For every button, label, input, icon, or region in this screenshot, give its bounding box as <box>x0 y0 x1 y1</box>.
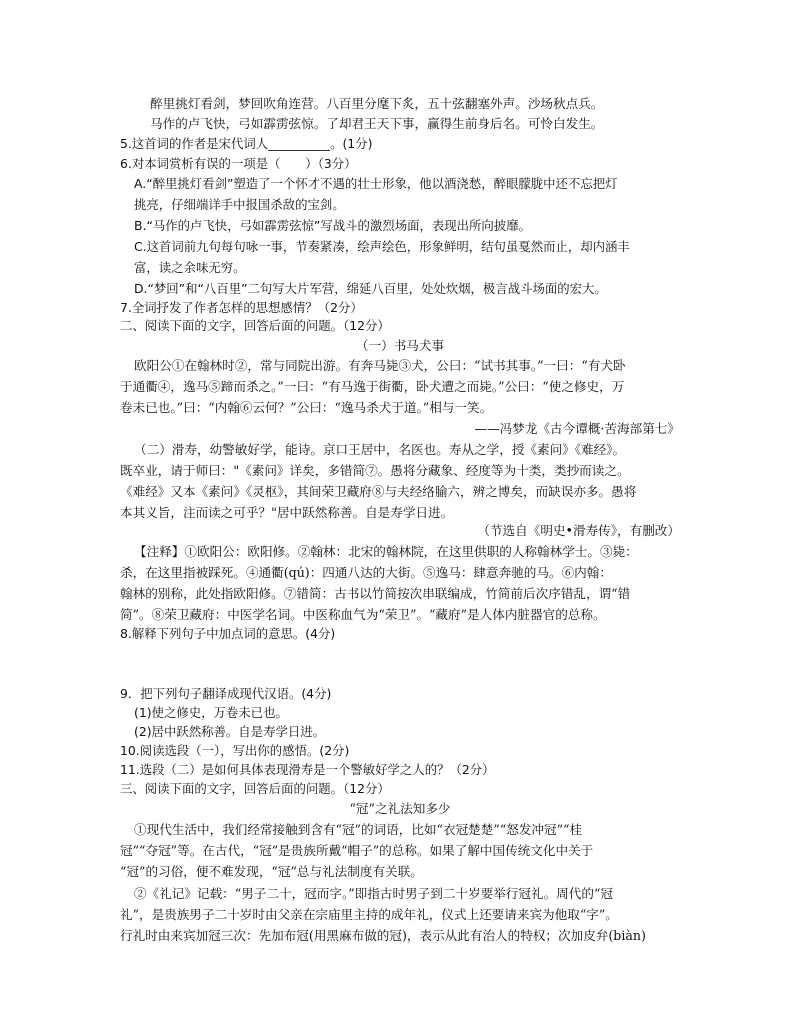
passage-3-para-1-line-1: ①现代生活中，我们经常接触到含有“冠”的词语，比如“衣冠楚楚”“怒发冲冠”“桂 <box>134 822 583 837</box>
annotation-line-3: 翰林的别称，此处指欧阳修。⑦错简：古书以竹简按次串联编成，竹简前后次序错乱，谓“错 <box>120 586 631 601</box>
section-2-heading: 二、阅读下面的文字，回答后面的问题。（12分） <box>120 318 390 333</box>
question-6-option-a: A.“醉里挑灯看剑”塑造了一个怀才不遇的壮士形象，他以酒浇愁，醉眼朦胧中还不忘把灯 <box>134 176 618 191</box>
question-6-option-a-cont: 挑亮，仔细端详手中报国杀敌的宝剑。 <box>134 197 345 212</box>
passage-3-para-1-line-3: “冠”的习俗，便不难发现，“冠”总与礼法制度有关联。 <box>120 864 423 879</box>
passage-1-line-3: 卷未已也。”曰：“内翰⑥云何？”公曰：“逸马杀犬于道。”相与一笑。 <box>120 400 493 415</box>
question-6-option-d: D.“梦回”和“八百里”二句写大片军营，绵延八百里，处处炊烟，极言战斗场面的宏大。 <box>134 281 607 296</box>
passage-2-line-1: （二）滑寿，幼警敏好学，能诗。京口王居中，名医也。寿从之学，授《素问》《难经》。 <box>134 442 626 457</box>
question-6-option-c-cont: 富，读之余味无穷。 <box>134 260 246 275</box>
question-9-item-1: (1)使之修史，万卷未已也。 <box>134 705 288 720</box>
question-7: 7.全词抒发了作者怎样的思想感情？（2分） <box>120 300 363 315</box>
passage-2-line-2: 既卒业，请于师曰："《素问》详矣，多错简⑦。愚将分藏象、经度等为十类，类抄而读之。 <box>120 463 630 478</box>
passage-3-para-2-line-3: 行礼时由来宾加冠三次：先加布冠(用黑麻布做的冠)，表示从此有治人的特权；次加皮弁(biàn) <box>120 928 646 943</box>
passage-2-source: （节选自《明史•滑寿传》，有删改） <box>477 523 680 538</box>
question-9-stem: 9．把下列句子翻译成现代汉语。(4分) <box>120 686 332 701</box>
question-6-stem: 6.对本词赏析有误的一项是（ ）（3分） <box>120 156 357 171</box>
question-11: 11.选段（二）是如何具体表现滑寿是一个警敏好学之人的？（2分） <box>120 762 495 777</box>
question-8-stem: 8.解释下列句子中加点词的意思。(4分) <box>120 626 336 641</box>
passage-3-para-2-line-1: ②《礼记》记载：“男子二十，冠而字。”即指古时男子到二十岁要举行冠礼。周代的“冠 <box>134 886 613 901</box>
passage-1-source: ——冯梦龙《古今谭概·苦海部第七》 <box>474 421 680 436</box>
passage-2-line-3: 《难经》又本《素问》《灵枢》，其间荣卫藏府⑧与夫经络腧六，辨之博矣，而缺误亦多。愚将 <box>120 484 637 499</box>
question-5: 5.这首词的作者是宋代词人__________。(1分) <box>120 136 373 151</box>
question-6-option-c: C.这首词前九句每句咏一事，节奏紧凑，绘声绘色，形象鲜明，结句虽戛然而止，却内涵丰 <box>134 239 630 254</box>
annotation-line-2: 杀，在这里指被踩死。④通衢(qú)：四通八达的大街。⑤逸马：肆意奔驰的马。⑥内翰： <box>120 565 612 580</box>
passage-3-para-1-line-2: 冠”“夺冠”等。在古代，“冠”是贵族所戴“帽子”的总称。如果了解中国传统文化中关于 <box>120 843 594 858</box>
poem-line-2: 马作的卢飞快，弓如霹雳弦惊。了却君王天下事，赢得生前身后名。可怜白发生。 <box>150 116 604 131</box>
passage-3-para-2-line-2: 礼”，是贵族男子二十岁时由父亲在宗庙里主持的成年礼，仪式上还要请来宾为他取“字”。 <box>120 907 618 922</box>
question-6-option-b: B.“马作的卢飞快，弓如霹雳弦惊”写战斗的激烈场面，表现出所向披靡。 <box>134 218 531 233</box>
passage-1-line-1: 欧阳公①在翰林时②，常与同院出游。有奔马毙③犬，公曰：“试书其事。”一曰：“有犬卧 <box>134 358 626 373</box>
passage-2-line-4: 本其义旨，注而读之可乎？"居中跃然称善。自是寿学日进。 <box>120 505 454 520</box>
poem-line-1: 醉里挑灯看剑，梦回吹角连营。八百里分麾下炙，五十弦翻塞外声。沙场秋点兵。 <box>150 96 604 111</box>
question-10: 10.阅读选段（一），写出你的感悟。(2分) <box>120 743 350 758</box>
annotation-line-1: 【注释】①欧阳公：欧阳修。②翰林：北宋的翰林院，在这里供职的人称翰林学士。③毙： <box>134 544 638 559</box>
passage-1-line-2: 于通衢④，逸马⑤蹄而杀之。”一曰：“有马逸于街衢，卧犬遭之而毙。”公曰：“使之修史，万 <box>120 379 625 394</box>
question-9-item-2: (2)居中跃然称善。自是寿学日进。 <box>134 724 326 739</box>
passage-3-title: “冠”之礼法知多少 <box>349 801 451 816</box>
section-3-heading: 三、阅读下面的文字，回答后面的问题。（12分） <box>120 781 390 796</box>
passage-1-title: （一）书马犬事 <box>355 338 445 353</box>
annotation-line-4: 简”。⑧荣卫藏府：中医学名词。中医称血气为“荣卫”。“藏府”是人体内脏器官的总称。 <box>120 607 606 622</box>
